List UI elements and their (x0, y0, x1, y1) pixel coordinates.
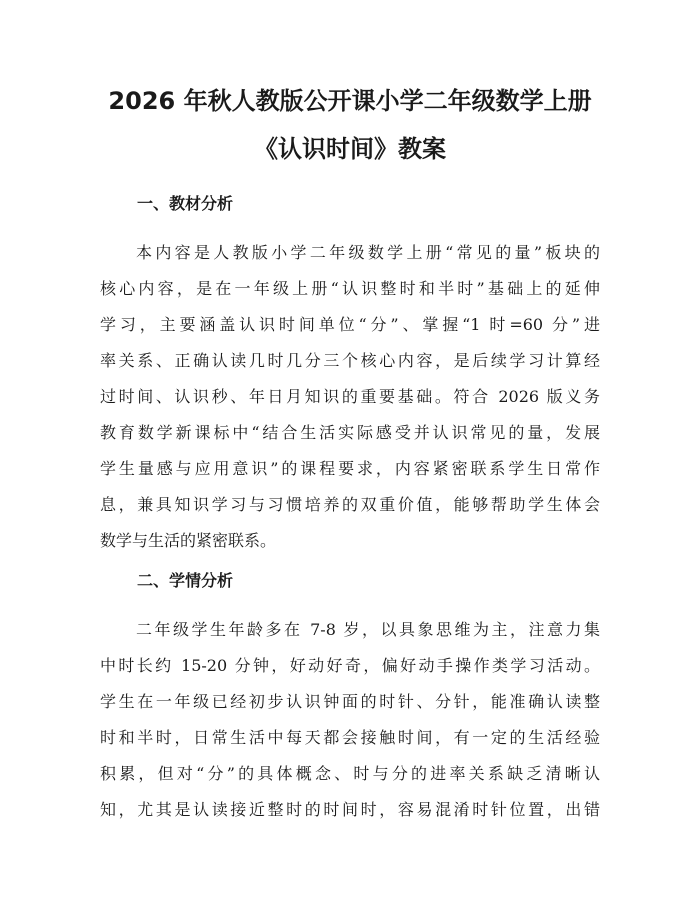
paragraph-line: 二年级学生年龄多在 7-8 岁，以具象思维为主，注意力集 (136, 620, 600, 639)
paragraph-textbook-analysis (100, 235, 600, 559)
paragraph-line: 学生在一年级已经初步认识钟面的时针、分针，能准确认读整 (100, 692, 600, 711)
paragraph-line: 学习，主要涵盖认识时间单位“分”、掌握“1 时=60 分”进 (100, 315, 600, 334)
paragraph-line: 知，尤其是认读接近整时的时间时，容易混淆时针位置，出错 (100, 800, 600, 819)
paragraph-line: 数学与生活的紧密联系。 (100, 531, 277, 550)
paragraph-learner-analysis (100, 612, 600, 828)
paragraph-line: 息，兼具知识学习与习惯培养的双重价值，能够帮助学生体会 (100, 495, 600, 514)
paragraph-line: 学生量感与应用意识”的课程要求，内容紧密联系学生日常作 (100, 459, 600, 478)
paragraph-line: 本内容是人教版小学二年级数学上册“常见的量”板块的 (136, 243, 600, 262)
section-heading-textbook-analysis: 一、教材分析 (137, 194, 234, 213)
paragraph-line: 教育数学新课标中“结合生活实际感受并认识常见的量，发展 (100, 423, 600, 442)
paragraph-line: 核心内容，是在一年级上册“认识整时和半时”基础上的延伸 (100, 279, 600, 298)
paragraph-line: 率关系、正确认读几时几分三个核心内容，是后续学习计算经 (100, 351, 600, 370)
paragraph-line: 中时长约 15-20 分钟，好动好奇，偏好动手操作类学习活动。 (100, 656, 600, 675)
section-heading-learner-analysis: 二、学情分析 (137, 571, 234, 590)
paragraph-line: 过时间、认识秒、年日月知识的重要基础。符合 2026 版义务 (100, 387, 600, 406)
document-title-line-2: 《认识时间》教案 (254, 135, 446, 163)
paragraph-line: 时和半时，日常生活中每天都会接触时间，有一定的生活经验 (100, 728, 600, 747)
paragraph-line: 积累，但对“分”的具体概念、时与分的进率关系缺乏清晰认 (100, 764, 600, 783)
document-title-line-1: 2026 年秋人教版公开课小学二年级数学上册 (108, 87, 592, 115)
